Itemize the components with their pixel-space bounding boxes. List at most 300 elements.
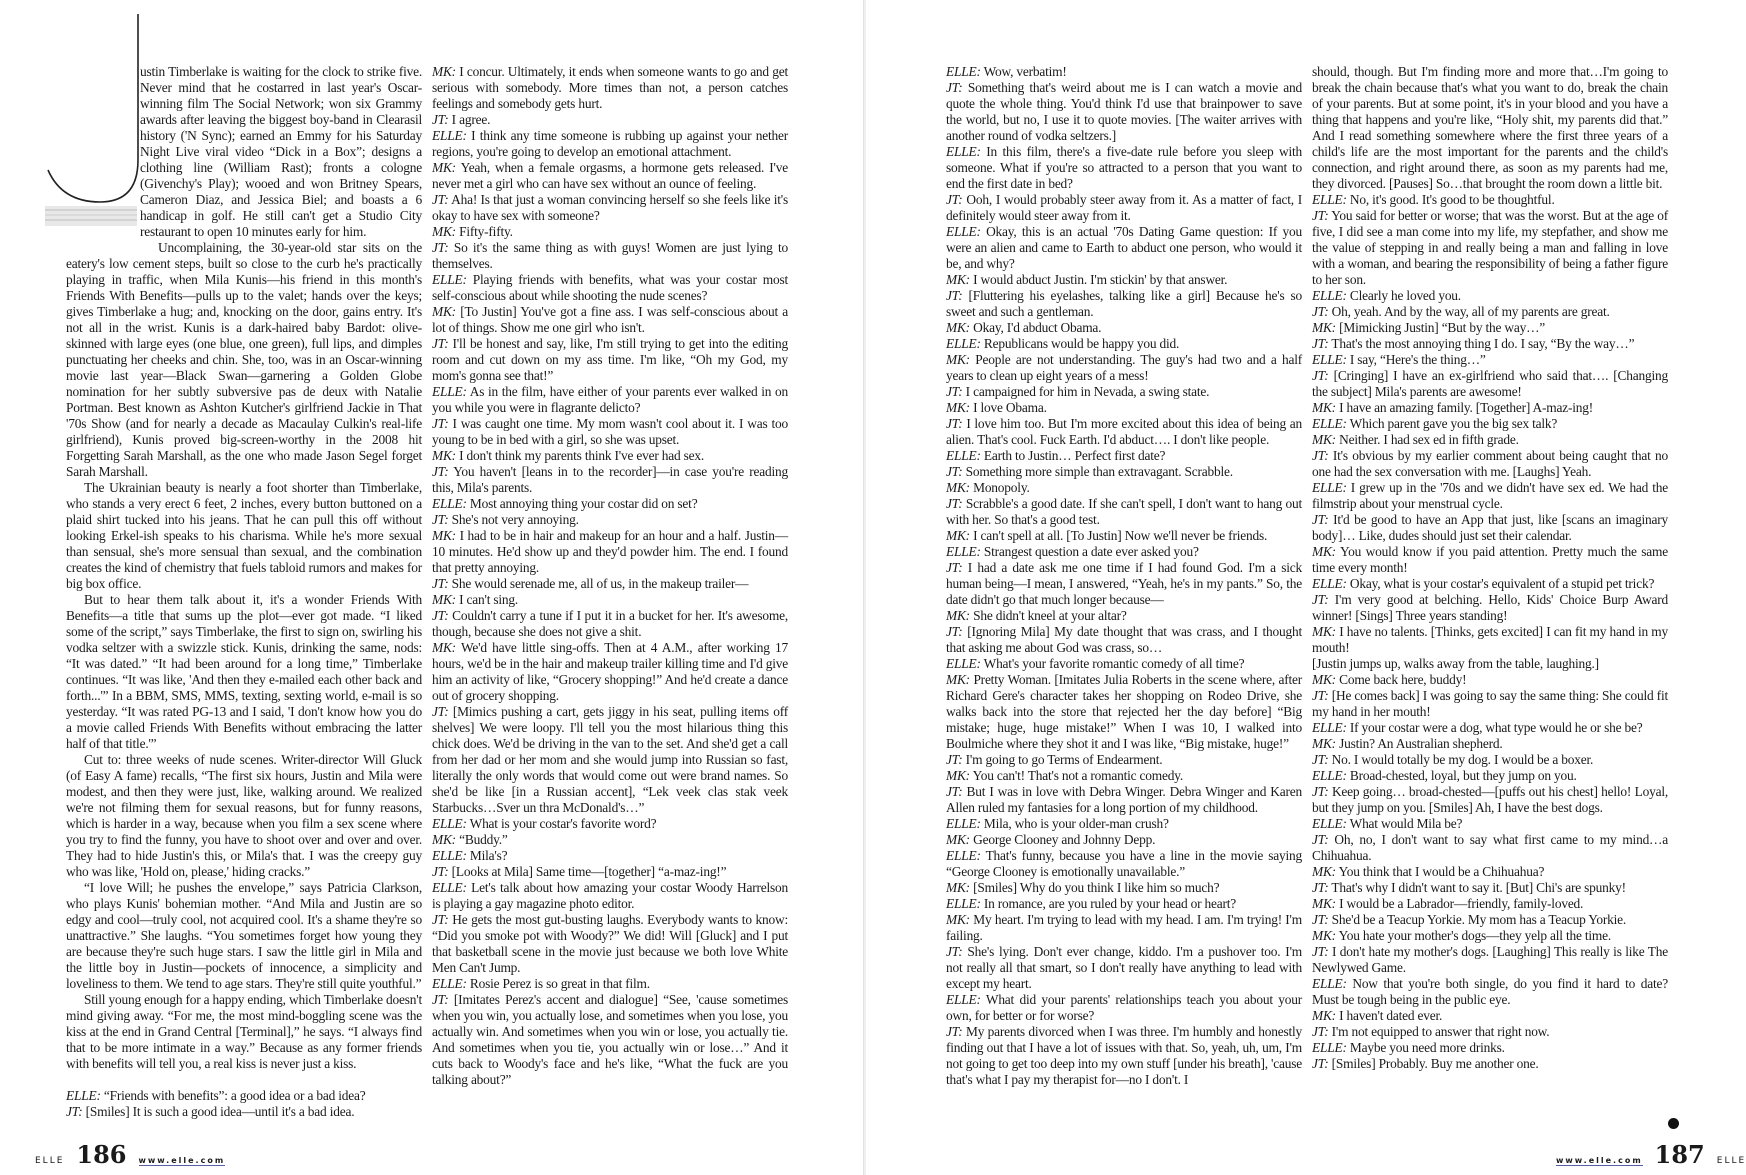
- speaker-label: ELLE:: [946, 816, 981, 831]
- speaker-label: MK:: [946, 880, 970, 895]
- interview-text: I love him too. But I'm more excited about this idea of being an alien. That's cool. Fuck Earth. I'd abduct…. I don't like people.: [946, 416, 1302, 447]
- interview-line: [432, 64, 788, 112]
- right-page: [866, 0, 1746, 1175]
- interview-text: That's the most annoying thing I do. I say, “By the way…”: [1331, 336, 1635, 351]
- interview-text: People are not understanding. The guy's had two and a half years to clean up eight years of a mess!: [946, 352, 1302, 383]
- interview-line: [1312, 736, 1668, 752]
- interview-line: [1312, 448, 1668, 480]
- page-number: 187: [1654, 1140, 1705, 1169]
- speaker-label: ELLE:: [432, 816, 467, 831]
- interview-line: [432, 528, 788, 576]
- speaker-label: ELLE:: [946, 656, 981, 671]
- interview-text: Aha! Is that just a woman convincing herself so she feels like it's okay to have sex with someone?: [432, 192, 788, 223]
- speaker-label: MK:: [432, 832, 456, 847]
- interview-line: [1312, 912, 1668, 928]
- speaker-label: ELLE:: [946, 848, 981, 863]
- speaker-label: MK:: [432, 304, 456, 319]
- interview-text: You hate your mother's dogs—they yelp all the time.: [1338, 928, 1611, 943]
- interview-text: Pretty Woman. [Imitates Julia Roberts in the scene where, after Richard Gere's character takes her shopping on Rodeo Drive, she walks back into the store that rejected her the day before] “Big mistake; huge, huge mistake!” When I was 10, I walked into Boulmiche where they shot it and I was like, “Big mistake, huge!”: [946, 672, 1302, 751]
- speaker-label: MK:: [1312, 1008, 1336, 1023]
- footer-url-link[interactable]: www.elle.com: [1556, 1156, 1643, 1165]
- speaker-label: ELLE:: [1312, 576, 1347, 591]
- interview-text: Now that you're both single, do you find it hard to date? Must be tough being in the public eye.: [1312, 976, 1668, 1007]
- interview-text: Broad-chested, loyal, but they jump on you.: [1349, 768, 1577, 783]
- speaker-label: MK:: [946, 352, 970, 367]
- paragraph: But to hear them talk about it, it's a wonder Friends With Benefits—a title that sums up the plot—ever got made. “I liked some of the script,” says Timberlake, the first to sign on, swirling his vodka seltzer with a swizzle stick. Kunis, drinking the same, nods: “It was dated.” “It had been around for a long time,” Timberlake continues. “It was like, 'And then they e-mailed each other back and forth...'” In a BBM, SMS, MMS, texting, sexting world, e-mail is so yesterday. “It was rated PG-13 and I said, 'I don't know how you do a movie called Friends With Benefits without embracing the latter half of that title.'”: [66, 592, 422, 751]
- interview-text: What did your parents' relationships teach you about your own, for better or for worse?: [946, 992, 1302, 1023]
- interview-text: I'm going to go Terms of Endearment.: [965, 752, 1163, 767]
- interview-text: Let's talk about how amazing your costar Woody Harrelson is playing a gay magazine photo editor.: [432, 880, 788, 911]
- interview-text: He gets the most gut-busting laughs. Everybody wants to know: “Did you smoke pot with Woody?” We did! Will [Gluck] and I put that basketball scene in the movie just because we both love White Men Can't Jump.: [432, 912, 788, 975]
- interview-line: [432, 224, 788, 240]
- interview-line: [1312, 624, 1668, 656]
- interview-text: I can't spell at all. [To Justin] Now we'll never be friends.: [973, 528, 1268, 543]
- interview-text: She's not very annoying.: [451, 512, 579, 527]
- paragraph: The Ukrainian beauty is nearly a foot shorter than Timberlake, who stands a very erect 6 feet, 2 inches, every button buttoned on a plaid shirt tucked into his jeans. That he can pull this off without looking Erkel-ish speaks to his charisma. While he's more sexual than sensual, she's more sensual than sexual, and the combination creates the kind of chemistry that fuels tabloid rumors and makes for big box office.: [66, 480, 422, 591]
- speaker-label: JT:: [946, 944, 963, 959]
- interview-line: [1312, 1040, 1668, 1056]
- interview-line: [946, 848, 1302, 880]
- speaker-label: MK:: [946, 480, 970, 495]
- left-page: [0, 0, 864, 1175]
- speaker-label: MK:: [946, 400, 970, 415]
- article-column-2: [432, 64, 788, 1088]
- interview-text: I don't hate my mother's dogs. [Laughing] This really is like The Newlywed Game.: [1312, 944, 1668, 975]
- interview-line: [432, 592, 788, 608]
- interview-line: [1312, 288, 1668, 304]
- speaker-label: JT:: [1312, 448, 1329, 463]
- footer-url-link[interactable]: www.elle.com: [138, 1156, 226, 1165]
- speaker-label: MK:: [1312, 544, 1336, 559]
- interview-line: [1312, 512, 1668, 544]
- interview-line: [432, 240, 788, 272]
- interview-text: I campaigned for him in Nevada, a swing state.: [965, 384, 1210, 399]
- interview-text: We'd have little sing-offs. Then at 4 A.M., after working 17 hours, we'd be in the hair and makeup trailer killing time and I'd give him an activity of like, “Grocery shopping!” And he'd create a dance out of grocery shopping.: [432, 640, 789, 703]
- speaker-label: ELLE:: [432, 976, 467, 991]
- speaker-label: MK:: [946, 528, 970, 543]
- speaker-label: MK:: [1312, 320, 1336, 335]
- interview-text: It's obvious by my earlier comment about being caught that no one had the sex conversation with me. [Laughs] Yeah.: [1312, 448, 1668, 479]
- speaker-label: MK:: [432, 640, 456, 655]
- interview-line: [946, 544, 1302, 560]
- speaker-label: JT:: [432, 608, 449, 623]
- interview-text: I would abduct Justin. I'm stickin' by that answer.: [973, 272, 1228, 287]
- interview-line: [946, 624, 1302, 656]
- paragraph: Cut to: three weeks of nude scenes. Writer-director Will Gluck (of Easy A fame) recalls, “The first six hours, Justin and Mila were modest, and then they were just, like, walking around. We realized we're not filming them for sexual reasons, but for funny reasons, which is harder in a way, because when you film a sex scene where you try to find the funny, you have to shoot over and over and over. They had to hide Justin's this, or Mila's that. I was the creepy guy who was like, 'Hold on, please,' hiding cracks.”: [66, 752, 422, 879]
- speaker-label: JT:: [432, 912, 449, 927]
- interview-line: [432, 272, 788, 304]
- speaker-label: JT:: [946, 1024, 963, 1039]
- interview-line: [432, 704, 788, 816]
- interview-line: [1312, 816, 1668, 832]
- speaker-label: MK:: [432, 224, 456, 239]
- interview-text: She didn't kneel at your altar?: [973, 608, 1127, 623]
- speaker-label: JT:: [432, 512, 449, 527]
- interview-line: [1312, 320, 1668, 336]
- interview-text: [Looks at Mila] Same time—[together] “a-maz-ing!”: [451, 864, 727, 879]
- speaker-label: ELLE:: [946, 992, 981, 1007]
- interview-line: [432, 128, 788, 160]
- speaker-label: ELLE:: [1312, 352, 1347, 367]
- interview-text: Mila's?: [469, 848, 508, 863]
- speaker-label: JT:: [1312, 1056, 1329, 1071]
- interview-line: [1312, 432, 1668, 448]
- interview-text: That's funny, because you have a line in the movie saying “George Clooney is emotionally unavailable.”: [946, 848, 1302, 879]
- interview-line: [946, 416, 1302, 448]
- speaker-label: MK:: [432, 592, 456, 607]
- interview-line: [1312, 832, 1668, 864]
- speaker-label: ELLE:: [1312, 1040, 1347, 1055]
- interview-text: Scrabble's a good date. If she can't spell, I don't want to hang out with her. So that's a good test.: [946, 496, 1302, 527]
- interview-text: Okay, this is an actual '70s Dating Game question: If you were an alien and came to Earth to abduct one person, who would it be, and why?: [946, 224, 1302, 271]
- interview-line: [432, 576, 788, 592]
- interview-line: [1312, 1008, 1668, 1024]
- speaker-label: ELLE:: [946, 896, 981, 911]
- interview-line: [432, 160, 788, 192]
- speaker-label: JT:: [1312, 832, 1329, 847]
- speaker-label: ELLE:: [432, 128, 467, 143]
- interview-line: [66, 1104, 422, 1120]
- interview-line: [66, 1088, 422, 1104]
- speaker-label: ELLE:: [946, 448, 981, 463]
- paragraph: should, though. But I'm finding more and more that…I'm going to break the chain because that's what you want to do, break the chain of your parents. But at some point, it's in your blood and you have a thing that happens and you're like, “Holy shit, my parents did that.” And I read something somewhere where the first three years of a child's life are the most important for the parents and the child's connection, and right around there, as soon as my parents had me, they divorced. [Pauses] So…that brought the room down a little bit.: [1312, 64, 1668, 191]
- speaker-label: JT:: [1312, 880, 1329, 895]
- interview-line: [946, 752, 1302, 768]
- page-footer-right: [1556, 1140, 1746, 1169]
- interview-text: Something that's weird about me is I can watch a movie and quote the whole thing. You'd think I'd use that brainpower to save the world, but no, I use it to quote movies. [The waiter arrives with another round of vodka seltzers.]: [946, 80, 1302, 143]
- interview-text: “Friends with benefits”: a good idea or a bad idea?: [103, 1088, 366, 1103]
- interview-line: [1312, 592, 1668, 624]
- footer-brand: ELLE: [1716, 1156, 1746, 1166]
- interview-line: [1312, 400, 1668, 416]
- speaker-label: MK:: [946, 272, 970, 287]
- interview-line: [1312, 1024, 1668, 1040]
- speaker-label: JT:: [1312, 304, 1329, 319]
- interview-text: You haven't [leans in to the recorder]—in case you're reading this, Mila's parents.: [432, 464, 788, 495]
- article-column-3: [946, 64, 1302, 1088]
- interview-line: [946, 528, 1302, 544]
- interview-text: Rosie Perez is so great in that film.: [469, 976, 650, 991]
- article-column-4: [1312, 64, 1668, 1072]
- interview-line: [1312, 928, 1668, 944]
- interview-text: [Ignoring Mila] My date thought that was crass, and I thought that asking me about God was crass, so…: [946, 624, 1302, 655]
- speaker-label: JT:: [1312, 512, 1329, 527]
- speaker-label: JT:: [432, 112, 449, 127]
- interview-text: [Smiles] Probably. Buy me another one.: [1331, 1056, 1539, 1071]
- speaker-label: ELLE:: [1312, 816, 1347, 831]
- speaker-label: ELLE:: [1312, 976, 1347, 991]
- speaker-label: ELLE:: [432, 272, 467, 287]
- interview-line: [946, 64, 1302, 80]
- speaker-label: MK:: [1312, 400, 1336, 415]
- speaker-label: MK:: [1312, 928, 1336, 943]
- interview-line: [432, 512, 788, 528]
- interview-line: [432, 912, 788, 976]
- interview-line: [946, 656, 1302, 672]
- interview-line: [1312, 368, 1668, 400]
- interview-line: [946, 768, 1302, 784]
- interview-line: [946, 288, 1302, 320]
- interview-text: Neither. I had sex ed in fifth grade.: [1339, 432, 1519, 447]
- interview-text: What would Mila be?: [1349, 816, 1463, 831]
- interview-line: [1312, 544, 1668, 576]
- speaker-label: ELLE:: [946, 336, 981, 351]
- interview-text: I say, “Here's the thing…”: [1349, 352, 1486, 367]
- interview-line: [432, 112, 788, 128]
- interview-text: I have no talents. [Thinks, gets excited] I can fit my hand in my mouth!: [1312, 624, 1668, 655]
- interview-text: So it's the same thing as with guys! Women are just lying to themselves.: [432, 240, 788, 271]
- interview-text: [Mimics pushing a cart, gets jiggy in his seat, pulling items off shelves] We were loopy. I'll tell you the most hilarious thing this chick does. We'd be driving in the van to the set. And she'd get a call from her dad or her mom and she would jump into Russian so fast, literally the only words that would come out were brand names. So she'd be like [in a Russian accent], “Lek veek clas stak veek Starbucks…Sver un thra McDonald's…”: [432, 704, 788, 815]
- speaker-label: JT:: [946, 784, 963, 799]
- interview-text: “Buddy.”: [459, 832, 508, 847]
- interview-text: I agree.: [451, 112, 491, 127]
- interview-line: [946, 352, 1302, 384]
- interview-line: [946, 560, 1302, 608]
- interview-line: [1312, 896, 1668, 912]
- interview-line: [1312, 416, 1668, 432]
- interview-line: [946, 832, 1302, 848]
- interview-text: [He comes back] I was going to say the same thing: She could fit my hand in her mouth!: [1312, 688, 1668, 719]
- interview-text: I'll be honest and say, like, I'm still trying to get into the editing room and cut down on my ass time. I'm like, “Oh my God, my mom's gonna see that!”: [432, 336, 789, 383]
- interview-line: [432, 608, 788, 640]
- interview-text: What's your favorite romantic comedy of all time?: [983, 656, 1245, 671]
- interview-text: What is your costar's favorite word?: [469, 816, 657, 831]
- interview-text: Ooh, I would probably steer away from it. As a matter of fact, I definitely would steer away from it.: [946, 192, 1303, 223]
- interview-line: [1312, 880, 1668, 896]
- interview-line: [1312, 192, 1668, 208]
- speaker-label: ELLE:: [946, 64, 981, 79]
- interview-text: I love Obama.: [973, 400, 1047, 415]
- interview-text: I was caught one time. My mom wasn't cool about it. I was too young to be in bed with a girl, so she was upset.: [432, 416, 788, 447]
- interview-text: As in the film, have either of your parents ever walked in on you while you were in flagrante delicto?: [432, 384, 788, 415]
- speaker-label: MK:: [946, 832, 970, 847]
- interview-text: You would know if you paid attention. Pretty much the same time every month!: [1312, 544, 1668, 575]
- speaker-label: JT:: [432, 464, 449, 479]
- speaker-label: ELLE:: [946, 144, 981, 159]
- interview-line: [1312, 976, 1668, 1008]
- speaker-label: MK:: [1312, 864, 1336, 879]
- interview-line: [1312, 208, 1668, 288]
- interview-line: [432, 976, 788, 992]
- interview-line: [432, 192, 788, 224]
- interview-text: She's lying. Don't ever change, kiddo. I'm a pushover too. I'm not really all that smart, so I don't really have anything to lead with except my heart.: [946, 944, 1302, 991]
- interview-line: [946, 896, 1302, 912]
- speaker-label: MK:: [1312, 624, 1336, 639]
- interview-line: [432, 464, 788, 496]
- interview-text: Maybe you need more drinks.: [1349, 1040, 1505, 1055]
- interview-line: [432, 448, 788, 464]
- interview-text: In romance, are you ruled by your head or heart?: [983, 896, 1237, 911]
- interview-text: Couldn't carry a tune if I put it in a bucket for her. It's awesome, though, because she does not give a shit.: [432, 608, 788, 639]
- interview-text: Keep going… broad-chested—[puffs out his chest] hello! Loyal, but they jump on you. [Smiles] Ah, I have the best dogs.: [1312, 784, 1668, 815]
- speaker-label: ELLE:: [946, 544, 981, 559]
- interview-line: [946, 992, 1302, 1024]
- article-column-1: [66, 64, 422, 1120]
- speaker-label: JT:: [946, 80, 963, 95]
- interview-text: I'm very good at belching. Hello, Kids' Choice Burp Award winner! [Sings] Three years standing!: [1312, 592, 1668, 623]
- interview-text: I'm not equipped to answer that right now.: [1331, 1024, 1550, 1039]
- speaker-label: ELLE:: [946, 224, 981, 239]
- interview-line: [946, 816, 1302, 832]
- speaker-label: MK:: [1312, 896, 1336, 911]
- interview-text: I had a date ask me one time if I had found God. I'm a sick human being—I mean, I answered, “Yeah, he's in my pants.” So, the date didn't go that much longer because—: [946, 560, 1302, 607]
- interview-line: [1312, 304, 1668, 320]
- interview-line: [432, 864, 788, 880]
- interview-line: [946, 1024, 1302, 1088]
- speaker-label: JT:: [946, 624, 963, 639]
- speaker-label: ELLE:: [1312, 480, 1347, 495]
- speaker-label: MK:: [1312, 432, 1336, 447]
- speaker-label: JT:: [432, 416, 449, 431]
- interview-text: Come back here, buddy!: [1339, 672, 1467, 687]
- interview-line: [1312, 352, 1668, 368]
- interview-text: [Fluttering his eyelashes, talking like a girl] Because he's so sweet and such a gentleman.: [946, 288, 1302, 319]
- interview-line: [432, 832, 788, 848]
- speaker-label: ELLE:: [432, 496, 467, 511]
- interview-line: [946, 320, 1302, 336]
- interview-line: [432, 304, 788, 336]
- interview-line: [1312, 656, 1668, 672]
- interview-text: [Imitates Perez's accent and dialogue] “See, 'cause sometimes when you win, you actually lose, and sometimes when you lose, you actually win. And sometimes when you win or lose, you actually tie. And sometimes when you tie, you actually win or lose…” And it cuts back to Woody's face and he's like, “What the fuck are you talking about?”: [432, 992, 788, 1087]
- speaker-label: MK:: [946, 608, 970, 623]
- interview-text: I would be a Labrador—friendly, family-loved.: [1339, 896, 1584, 911]
- interview-line: [946, 480, 1302, 496]
- speaker-label: ELLE:: [1312, 768, 1347, 783]
- interview-text: [Cringing] I have an ex-girlfriend who said that…. [Changing the subject] Mila's parents are awesome!: [1312, 368, 1668, 399]
- speaker-label: MK:: [432, 64, 456, 79]
- interview-text: [Mimicking Justin] “But by the way…”: [1339, 320, 1546, 335]
- speaker-label: ELLE:: [432, 880, 467, 895]
- interview-line: [432, 384, 788, 416]
- interview-line: [946, 400, 1302, 416]
- interview-text: I haven't dated ever.: [1339, 1008, 1443, 1023]
- interview-line: [946, 192, 1302, 224]
- interview-line: [432, 816, 788, 832]
- speaker-label: MK:: [432, 448, 456, 463]
- interview-line: [1312, 480, 1668, 512]
- speaker-label: JT:: [432, 192, 449, 207]
- speaker-label: JT:: [432, 576, 449, 591]
- interview-line: [432, 848, 788, 864]
- speaker-label: MK:: [1312, 736, 1336, 751]
- interview-line: [946, 496, 1302, 528]
- speaker-label: JT:: [432, 704, 449, 719]
- interview-line: [946, 784, 1302, 816]
- interview-line: [1312, 1056, 1668, 1072]
- speaker-label: JT:: [1312, 752, 1329, 767]
- interview-text: Most annoying thing your costar did on set?: [469, 496, 698, 511]
- paragraph: Still young enough for a happy ending, which Timberlake doesn't mind giving away. “For me, the most mind-boggling scene was the kiss at the end in Grand Central [Terminal],” he says. “I always find that to be more intimate in a way.” Because as any former friends with benefits will tell you, a real kiss is never just a kiss.: [66, 992, 422, 1071]
- speaker-label: JT:: [1312, 912, 1329, 927]
- interview-text: [To Justin] You've got a fine ass. I was self-conscious about a lot of things. Show me one girl who isn't.: [432, 304, 788, 335]
- interview-line: [432, 496, 788, 512]
- interview-line: [946, 448, 1302, 464]
- interview-line: [946, 464, 1302, 480]
- interview-text: Yeah, when a female orgasms, a hormone gets released. I've never met a girl who can have sex without an ounce of feeling.: [432, 160, 788, 191]
- speaker-label: ELLE:: [1312, 288, 1347, 303]
- speaker-label: JT:: [432, 992, 449, 1007]
- interview-line: [946, 224, 1302, 272]
- interview-text: Earth to Justin… Perfect first date?: [983, 448, 1166, 463]
- interview-line: [432, 416, 788, 448]
- interview-line: [946, 272, 1302, 288]
- speaker-label: ELLE:: [66, 1088, 101, 1103]
- speaker-label: JT:: [946, 416, 963, 431]
- speaker-label: JT:: [66, 1104, 83, 1119]
- interview-line: [432, 640, 788, 704]
- interview-line: [946, 608, 1302, 624]
- speaker-label: JT:: [946, 384, 963, 399]
- speaker-label: ELLE:: [432, 384, 467, 399]
- interview-text: Republicans would be happy you did.: [983, 336, 1180, 351]
- interview-text: I concur. Ultimately, it ends when someone wants to go and get serious with somebody. More times than not, a person catches feelings and somebody gets hurt.: [432, 64, 788, 111]
- speaker-label: MK:: [946, 672, 970, 687]
- interview-text: I can't sing.: [459, 592, 519, 607]
- interview-text: Which parent gave you the big sex talk?: [1349, 416, 1558, 431]
- interview-text: My heart. I'm trying to lead with my head. I am. I'm trying! I'm failing.: [946, 912, 1302, 943]
- speaker-label: JT:: [432, 336, 449, 351]
- speaker-label: JT:: [1312, 368, 1329, 383]
- interview-text: No. I would totally be my dog. I would be a boxer.: [1331, 752, 1594, 767]
- interview-text: [Smiles] Why do you think I like him so much?: [973, 880, 1220, 895]
- speaker-label: JT:: [946, 464, 963, 479]
- interview-text: She'd be a Teacup Yorkie. My mom has a Teacup Yorkie.: [1331, 912, 1627, 927]
- speaker-label: JT:: [1312, 944, 1329, 959]
- interview-text: Oh, no, I don't want to say what first came to my mind…a Chihuahua.: [1312, 832, 1668, 863]
- interview-text: I have an amazing family. [Together] A-maz-ing!: [1339, 400, 1593, 415]
- speaker-label: JT:: [1312, 208, 1329, 223]
- interview-text: Oh, yeah. And by the way, all of my parents are great.: [1331, 304, 1610, 319]
- interview-line: [1312, 784, 1668, 816]
- speaker-label: JT:: [432, 240, 449, 255]
- interview-text: No, it's good. It's good to be thoughtful.: [1349, 192, 1555, 207]
- footer-brand: ELLE: [35, 1156, 65, 1166]
- interview-line: [1312, 688, 1668, 720]
- interview-text: That's why I didn't want to say it. [But] Chi's are spunky!: [1331, 880, 1626, 895]
- interview-line: [1312, 752, 1668, 768]
- interview-text: Justin? An Australian shepherd.: [1339, 736, 1503, 751]
- speaker-label: JT:: [1312, 688, 1329, 703]
- interview-text: Something more simple than extravagant. Scrabble.: [965, 464, 1233, 479]
- interview-line: [432, 992, 788, 1088]
- interview-text: My parents divorced when I was three. I'm humbly and honestly finding out that I have a lot of issues with that. So, yeah, uh, um, I'm not going to get too deep into my own stuff [under his breath], 'cause that's what I pay my therapist for—no I don't. I: [946, 1024, 1302, 1087]
- speaker-label: MK:: [946, 912, 970, 927]
- interview-text: Clearly he loved you.: [1349, 288, 1461, 303]
- speaker-label: MK:: [432, 528, 456, 543]
- interview-text: Playing friends with benefits, what was your costar most self-conscious about while shooting the nude scenes?: [432, 272, 788, 303]
- speaker-label: JT:: [432, 864, 449, 879]
- speaker-label: ELLE:: [1312, 720, 1347, 735]
- speaker-label: JT:: [946, 560, 963, 575]
- speaker-label: JT:: [1312, 592, 1329, 607]
- interview-line: [946, 880, 1302, 896]
- interview-line: [1312, 720, 1668, 736]
- interview-text: You think that I would be a Chihuahua?: [1338, 864, 1545, 879]
- speaker-label: MK:: [432, 160, 456, 175]
- interview-line: [946, 336, 1302, 352]
- speaker-label: JT:: [946, 496, 963, 511]
- interview-line: [946, 144, 1302, 192]
- speaker-label: MK:: [946, 768, 970, 783]
- interview-line: [946, 80, 1302, 144]
- interview-text: I don't think my parents think I've ever had sex.: [459, 448, 705, 463]
- interview-text: I grew up in the '70s and we didn't have sex ed. We had the filmstrip about your menstrual cycle.: [1312, 480, 1668, 511]
- interview-line: [1312, 768, 1668, 784]
- interview-text: George Clooney and Johnny Depp.: [973, 832, 1156, 847]
- paragraph: ustin Timberlake is waiting for the clock to strike five. Never mind that he costarred in last year's Oscar-winning film The Social Network; won six Grammy awards after leaving the biggest boy-band in Clearasil history ('N Sync); earned an Emmy for his Saturday Night Live viral video “Dick in a Box”; designs a clothing line (William Rast); fronts a cologne (Givenchy's Play); wooed and won Britney Spears, Cameron Diaz, and Jessica Biel; and boasts a 6 handicap in golf. He still can't get a Studio City restaurant to open 10 minutes early for him.: [140, 64, 422, 239]
- page-number: 186: [76, 1140, 127, 1169]
- interview-text: [Justin jumps up, walks away from the table, laughing.]: [1312, 656, 1599, 671]
